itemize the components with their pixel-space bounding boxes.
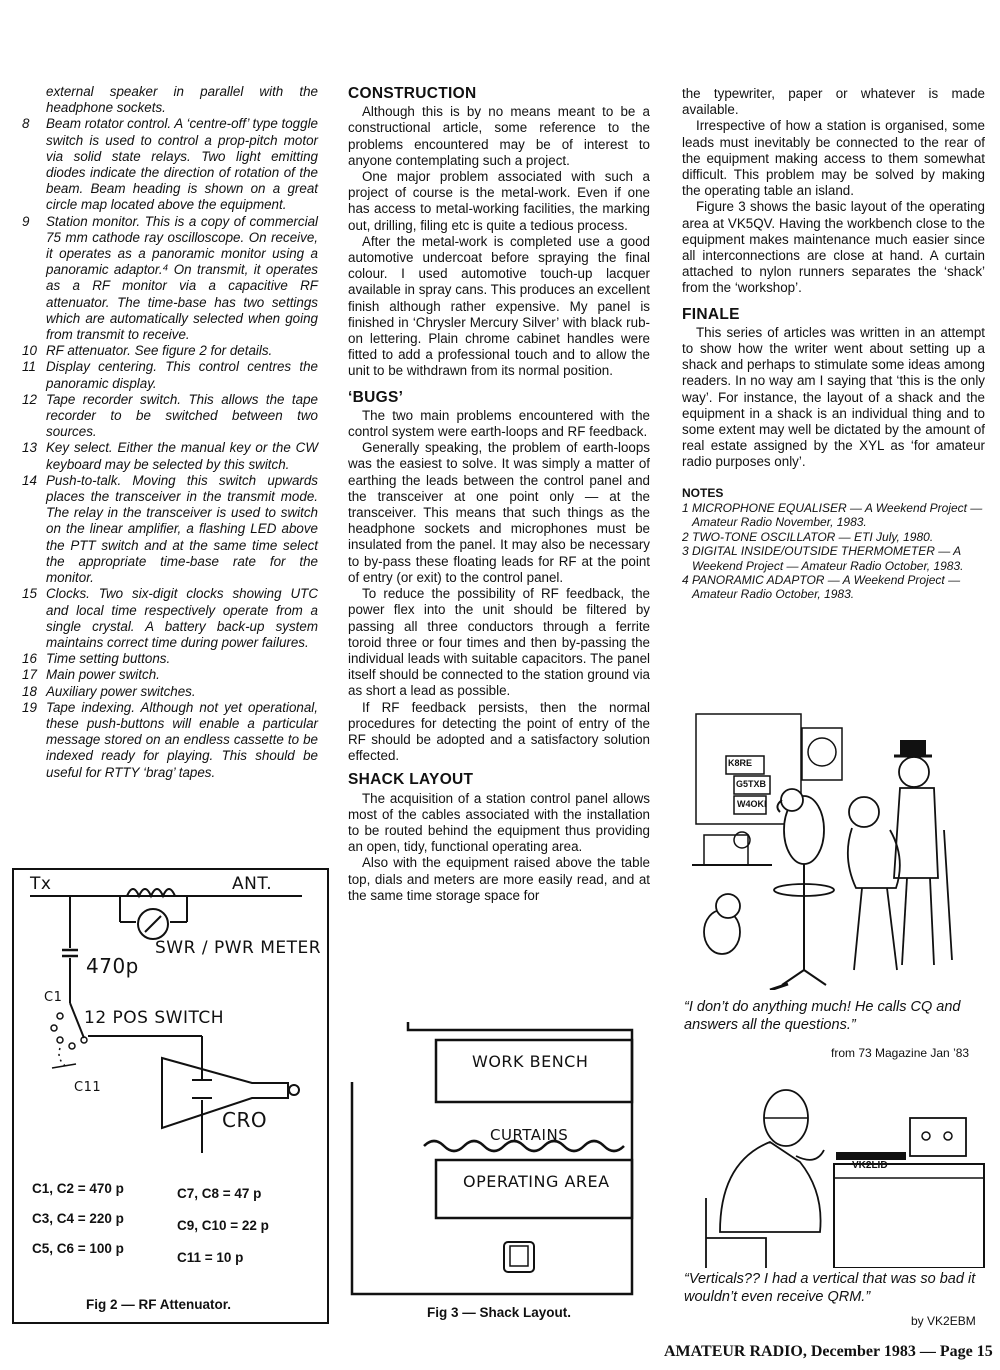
construction-body <box>348 104 650 379</box>
list-item-number: 12 <box>22 391 37 407</box>
column-1-list <box>18 84 318 781</box>
list-item <box>18 392 318 441</box>
bugs-heading: ‘BUGS’ <box>348 388 404 406</box>
list-item-number: 14 <box>22 472 37 488</box>
list-item <box>18 343 318 359</box>
notes-list <box>682 501 985 602</box>
note-item <box>682 544 985 573</box>
fig3-operating-area-label: OPERATING AREA <box>463 1172 610 1191</box>
list-item-text: Auxiliary power switches. <box>46 683 196 699</box>
construction-paragraph: Although this is by no means meant to be a constructional article, some reference to the problems encountered may be of interest to anyone contemplating such a project. <box>348 104 650 168</box>
list-item <box>18 473 318 586</box>
list-item-number: 18 <box>22 683 37 699</box>
capacitor-value: C11 = 10 p <box>177 1250 244 1265</box>
cartoon-1-illustration <box>682 700 982 990</box>
fig2-values-right <box>177 1178 269 1274</box>
continued-body <box>682 86 985 297</box>
fig2-tx-label: Tx <box>30 874 52 894</box>
note-number: 1 <box>682 500 689 515</box>
list-item <box>18 440 318 472</box>
fig2-c1-label: C1 <box>44 990 63 1005</box>
list-item-number: 11 <box>22 359 36 375</box>
notes-heading: NOTES <box>682 485 724 500</box>
numbered-list <box>18 116 318 780</box>
list-item-text: Tape indexing. Although not yet operational, these push-buttons will enable a particular message stored on an endless cassette to be indexed ready for playing. This should be useful for RTTY ‘brag’ tapes. <box>46 699 318 780</box>
capacitor-value: C5, C6 = 100 p <box>32 1241 124 1256</box>
fig2-meter-label: SWR / PWR METER <box>155 938 322 958</box>
cartoon-2-callsign: VK2LID <box>852 1160 888 1171</box>
construction-heading: CONSTRUCTION <box>348 85 477 102</box>
bugs-paragraph: To reduce the possibility of RF feedback, the power flex into the unit should be filtered by passing all three conductors through a ferrite toroid three or four times and then by-passing the individual leads with suitable capacitors. The panel itself should be connected to the station ground via as short a lead as possible. <box>348 586 650 699</box>
list-item-text: Station monitor. This is a copy of commercial 75 mm cathode ray oscilloscope. On receive, it operates as a panoramic monitor using a panoramic adaptor.⁴ On transmit, it operates as a RF monitor via a capacitive RF attenuator. The time-base has two settings which are automatically selected when going from transmit to receive. <box>46 213 318 343</box>
fig3-caption: Fig 3 — Shack Layout. <box>427 1305 572 1320</box>
bugs-paragraph: The two main problems encountered with the control system were earth-loops and RF feedback. <box>348 407 650 440</box>
bugs-paragraph: If RF feedback persists, then the normal procedures for detecting the point of entry of the RF should be adopted and a satisfactory solution effected. <box>348 699 650 764</box>
capacitor-value: C7, C8 = 47 p <box>177 1186 262 1201</box>
note-item <box>682 501 985 530</box>
cartoon-1-sign-2: G5TXB <box>736 779 767 789</box>
list-item-text: Display centering. This control centres the panoramic display. <box>46 359 318 391</box>
list-item-number: 16 <box>22 651 37 667</box>
fig2-switch-label: 12 POS SWITCH <box>84 1008 225 1028</box>
list-item-number: 17 <box>22 667 37 683</box>
capacitor-value: C1, C2 = 470 p <box>32 1181 124 1196</box>
list-item <box>18 586 318 651</box>
fig3-curtains-label: CURTAINS <box>490 1126 569 1144</box>
cartoon-2-illustration <box>686 1078 986 1268</box>
note-number: 3 <box>682 544 689 559</box>
fig2-cap-label: 470p <box>86 954 139 978</box>
list-item-number: 13 <box>22 440 37 456</box>
list-item-text: Key select. Either the manual key or the CW keyboard may be selected by this switch. <box>46 440 318 472</box>
note-item <box>682 530 985 544</box>
list-item-text: RF attenuator. See figure 2 for details. <box>46 343 273 359</box>
shack-paragraph: Also with the equipment raised above the table top, dials and meters are more easily read, and at the same time storage space for <box>348 855 650 903</box>
column-2 <box>348 86 650 904</box>
note-text: DIGITAL INSIDE/OUTSIDE THERMOMETER — A Weekend Project — Amateur Radio October, 1983. <box>692 544 964 573</box>
list-item-text: Time setting buttons. <box>46 651 171 667</box>
body-paragraph: the typewriter, paper or whatever is made available. <box>682 86 985 118</box>
list-intro: external speaker in parallel with the headphone sockets. <box>46 84 318 116</box>
column-3 <box>682 86 985 602</box>
list-item-text: Beam rotator control. A ‘centre-off’ type toggle switch is used to control a prop-pitch motor via solid state relays. Two light emitting diodes indicate the direction of rotation of the beam. Beam heading is shown on a great circle map located above the equipment. <box>46 116 318 213</box>
list-item-number: 10 <box>22 343 37 359</box>
list-item <box>18 651 318 667</box>
list-item-number: 8 <box>22 116 30 132</box>
capacitor-value: C9, C10 = 22 p <box>177 1218 269 1233</box>
bugs-body <box>348 408 650 764</box>
body-paragraph: Irrespective of how a station is organised, some leads must inevitably be connected to the rear of the equipment making access to them somewhat difficult. This problem may be solved by making the operating table an island. <box>682 118 985 199</box>
note-number: 4 <box>682 572 689 587</box>
list-item-number: 9 <box>22 213 30 229</box>
note-text: TWO-TONE OSCILLATOR — ETI July, 1980. <box>692 529 934 544</box>
list-item <box>18 684 318 700</box>
list-item <box>18 667 318 683</box>
finale-heading: FINALE <box>682 305 740 323</box>
shack-body <box>348 791 650 904</box>
cartoon-1-caption: “I don’t do anything much! He calls CQ and answers all the questions.” <box>684 999 961 1033</box>
note-number: 2 <box>682 529 689 544</box>
list-item-text: Clocks. Two six-digit clocks showing UTC and local time respectively operate from a single crystal. A battery back-up system maintains correct time during power failures. <box>46 586 318 650</box>
fig2-caption: Fig 2 — RF Attenuator. <box>86 1297 231 1312</box>
fig2-cro-label: CRO <box>222 1108 268 1132</box>
list-item-text: Main power switch. <box>46 667 160 683</box>
fig2-ant-label: ANT. <box>232 874 273 894</box>
construction-paragraph: After the metal-work is completed use a good automotive undercoat before spraying the final colour. I used automotive touch-up lacquer available in spray cans. This produces an excellent finish although rather expensive. My panel is finished in ‘Chrysler Mercury Silver’ with black rub-on lettering. Plain chrome cabinet handles were fitted to add a professional touch and to allow the unit to be withdrawn from its normal position. <box>348 233 650 379</box>
list-item <box>18 359 318 391</box>
shack-paragraph: The acquisition of a station control panel allows most of the cables associated with the installation to be routed behind the equipment thus providing an open, tidy, functional operating area. <box>348 790 650 855</box>
list-item <box>18 700 318 781</box>
body-paragraph: Figure 3 shows the basic layout of the operating area at VK5QV. Having the workbench close to the equipment makes maintenance much easier since all interconnections are close at hand. A curtain attached to nylon runners separates the ‘shack’ from the ‘workshop’. <box>682 199 985 296</box>
list-item-number: 19 <box>22 699 37 715</box>
construction-paragraph: One major problem associated with such a project of course is the metal-work. Even if one has access to metal-working facilities, the marking out, drilling, filing etc is quite a tedious process. <box>348 169 650 233</box>
finale-body: This series of articles was written in an attempt to show how the writer went about setting up a shack and perhaps to stimulate some ideas among readers. In no way am I saying that ‘this is the only way’. For instance, the layout of a shack and the equipment in a shack is an individual thing and to some extent may well be dictated by the amount of real estate assigned by the XYL as ‘for amateur radio purposes only’. <box>682 324 985 470</box>
bugs-paragraph: Generally speaking, the problem of earth-loops was the easiest to solve. It was simply a matter of earthing the leads between the control panel and the transceiver at one point only — at the transceiver. This means that such things as the headphone sockets and microphones must be insulated from the panel. It may also be necessary to by-pass these floating leads for RF at the point of entry (or exit) to the control panel. <box>348 440 650 585</box>
cartoon-1-sign-1: K8RE <box>728 758 753 768</box>
cartoon-2-credit: by VK2EBM <box>911 1314 976 1328</box>
note-text: MICROPHONE EQUALISER — A Weekend Project — Amateur Radio November, 1983. <box>692 500 983 530</box>
cartoon-1-credit: from 73 Magazine Jan ’83 <box>831 1046 970 1060</box>
note-text: PANORAMIC ADAPTOR — A Weekend Project — Amateur Radio October, 1983. <box>692 572 961 602</box>
page-footer: AMATEUR RADIO, December 1983 — Page 15 <box>664 1343 993 1360</box>
list-item-number: 15 <box>22 586 37 602</box>
list-item <box>18 214 318 344</box>
note-item <box>682 573 985 602</box>
list-item <box>18 116 318 213</box>
list-item-text: Tape recorder switch. This allows the tape recorder to be switched between two sources. <box>46 391 318 440</box>
shack-heading: SHACK LAYOUT <box>348 771 474 789</box>
fig2-values-left <box>32 1174 124 1264</box>
capacitor-value: C3, C4 = 220 p <box>32 1211 124 1226</box>
list-item-text: Push-to-talk. Moving this switch upwards places the transceiver in the transmit mode. The relay in the transceiver is used to switch on the linear amplifier, a flashing LED above the PTT switch and at the same time select the appropriate time-base rate for the monitor. <box>46 472 318 586</box>
cartoon-2-caption: “Verticals?? I had a vertical that was so bad it wouldn’t even receive QRM.” <box>684 1271 976 1305</box>
fig2-c11-label: C11 <box>74 1080 102 1095</box>
cartoon-1-sign-3: W4OKI <box>737 799 767 809</box>
fig3-work-bench-label: WORK BENCH <box>472 1052 589 1071</box>
